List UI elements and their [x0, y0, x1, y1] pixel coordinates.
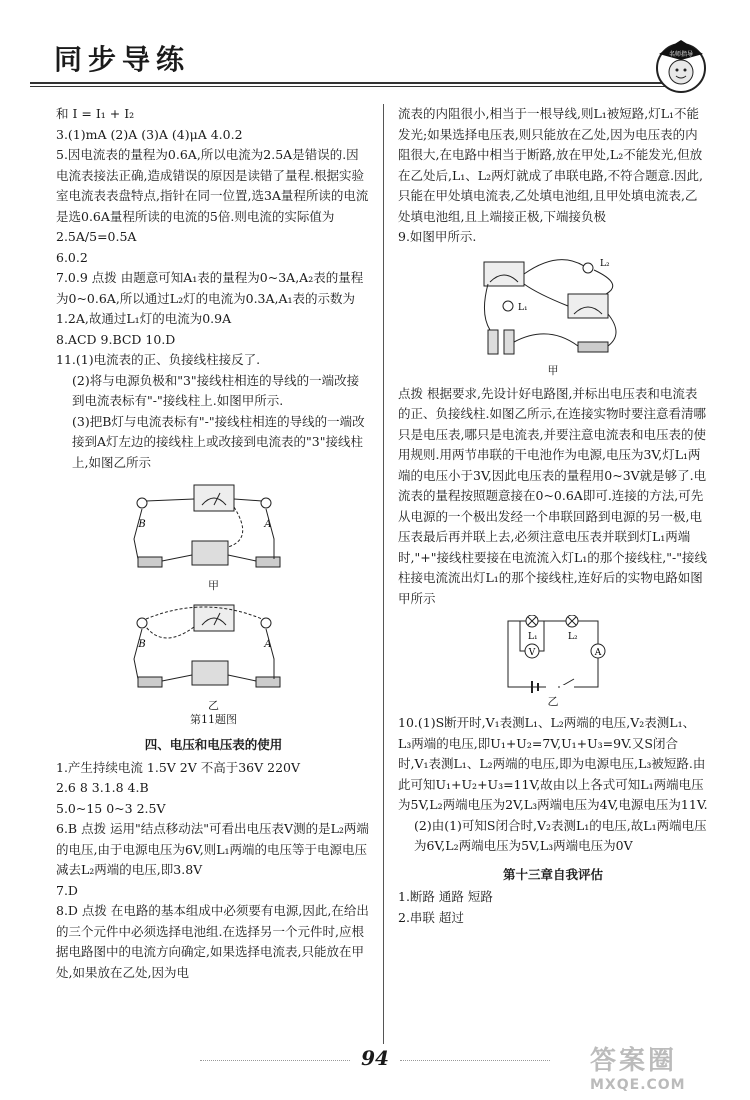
- battery-cell: [488, 330, 498, 354]
- switch-icon: [138, 557, 162, 567]
- switch-icon: [256, 557, 280, 567]
- answer-line: 10.(1)S断开时,V₁表测L₁、L₂两端的电压,V₂表测L₁、L₃两端的电压,即U₁+U₂=7V,U₁+U₃=9V.又S闭合时,V₁表测L₁、L₂两端的电压,即为电源电压,L₃被短路.由此可知U₁+U₂+U₃=11V,故由以上各式可知L₁两端电压为5V,L₂两端电压为2V,L₃两端电压为4V,电源电压为11V.: [398, 715, 708, 812]
- answer-line: 11.(1)电流表的正、负接线柱接反了.: [56, 352, 261, 367]
- answer-line: 8.D 点拨 在电路的基本组成中必须要有电源,因此,在给出的三个元件中必须选择电池组.在选择另一个元件时,应根据电路图中的电流方向确定,如果选择电流表,只能放在甲处,如果放在乙处,因为电: [56, 903, 369, 980]
- circuit-figure-yi: [124, 599, 304, 699]
- lamp-b-icon: [137, 618, 147, 628]
- answer-line: 2.6 8 3.1.8 4.B: [56, 780, 149, 795]
- battery-cell: [504, 330, 514, 354]
- schematic-label: V: [528, 648, 536, 658]
- ammeter: [568, 294, 608, 318]
- answer-line: 3.(1)mA (2)A (3)A (4)μA 4.0.2: [56, 126, 243, 142]
- circuit-figure-9-jia: [478, 254, 628, 364]
- right-column: [398, 104, 708, 928]
- answer-line: 7.0.9 点拨 由题意可知A₁表的量程为0~3A,A₂表的量程为0~0.6A,所以通过L₂灯的电流为0.3A,A₁表的示数为1.2A,故通过L₁灯的电流为0.9A: [56, 270, 364, 326]
- header-title: 同步导练: [54, 43, 191, 76]
- answer-line: 1.断路 通路 短路: [398, 889, 493, 904]
- battery-pack: [192, 661, 228, 685]
- answer-line: 8.ACD 9.BCD 10.D: [56, 331, 176, 347]
- answer-line: 和 I = I₁ + I₂: [56, 106, 135, 121]
- watermark: [590, 1040, 740, 1096]
- lamp-label: A: [263, 639, 272, 650]
- switch-icon: [578, 342, 608, 352]
- answer-line: 6.0.2: [56, 249, 88, 265]
- lamp-l1-icon: [503, 301, 513, 311]
- figure-caption: 第11题图: [190, 713, 237, 726]
- answer-line: 5.0~15 0~3 2.5V: [56, 800, 166, 816]
- answer-line: 6.B 点拨 运用"结点移动法"可看出电压表V测的是L₂两端的电压,由于电源电压为6V,则L₁两端的电压等于电源电压减去L₂两端的电压,即3.8V: [56, 821, 369, 877]
- schematic-label: A: [594, 648, 602, 658]
- lamp-label: L₁: [518, 302, 528, 313]
- schematic-label: L₁: [528, 632, 538, 642]
- answer-line: 2.串联 超过: [398, 909, 464, 925]
- teacher-badge-logo: [645, 30, 717, 102]
- lamp-a-icon: [261, 618, 271, 628]
- lamp-label: B: [137, 519, 146, 530]
- header-rule-thin: [30, 86, 670, 87]
- circuit-figure-jia: [124, 479, 304, 579]
- logo-text: 名师指导: [668, 51, 694, 58]
- lamp-label: L₂: [600, 258, 610, 269]
- answer-note: 点拨 根据要求,先设计好电路图,并标出电压表和电流表的正、负接线柱.如图乙所示,在连接实物时要注意看清哪只是电压表,哪只是电流表,并要注意电流表和电压表的使用规则.用两节串联的干电池作为电源,电压为3V,灯L₁两端的电压小于3V,因此电压表的量程用0~3V就是够了.电流表的量程按照题意接在0~0.6A即可.连接的方法,可先从电源的一个极出发经一个串联回路到电源的另一极,电压表最后再并联上去,必须注意电压表并联到灯L₁两端时,"+"接线柱要接在电流流入灯L₁的那个接线柱,"-"接线柱接电流流出灯L₁的那个接线柱,连好后的实物电路如图甲所示: [398, 385, 707, 606]
- left-column: [56, 104, 371, 983]
- figure-label: 乙: [547, 695, 559, 708]
- answer-line: 1.产生持续电流 1.5V 2V 不高于36V 220V: [56, 759, 301, 775]
- answer-line: (2)将与电源负极和"3"接线柱相连的导线的一端改接到电流表标有"-"接线柱上.如图甲所示.: [72, 372, 360, 408]
- column-divider: [383, 104, 384, 1044]
- page-header: [30, 30, 720, 90]
- watermark-text: 答案圈: [590, 1046, 678, 1076]
- answer-line: 流表的内阻很小,相当于一根导线,则L₁被短路,灯L₁不能发光;如果选择电压表,则只能放在乙处,因为电压表的内阻很大,在电路中相当于断路,放在甲处,L₂不能发光,但放在乙处后,L₁、L₂两灯就成了串联电路,不符合题意.因此,只能在甲处填电流表,乙处填电池组,且甲处填电流表,乙处填电池组,且上端接正极,下端接负极: [398, 106, 704, 224]
- lamp-label: B: [137, 639, 146, 650]
- figure-label: 甲: [208, 579, 219, 592]
- page-number: 94: [361, 1046, 389, 1070]
- switch-icon: [138, 677, 162, 687]
- answer-line: (2)由(1)可知S闭合时,V₂表测L₁的电压,故L₁两端电压为6V,L₂两端电压为5V,L₃两端电压为0V: [414, 817, 707, 853]
- lamp-l2-icon: [583, 263, 593, 273]
- lamp-b-icon: [137, 498, 147, 508]
- section-title: 第十三章自我评估: [502, 866, 603, 882]
- voltmeter: [484, 262, 524, 286]
- battery-pack: [192, 541, 228, 565]
- header-rule: [30, 82, 670, 84]
- answer-line: (3)把B灯与电流表标有"-"接线柱相连的导线的一端改接到A灯左边的接线柱上或改接到电流表的"3"接线柱上,如图乙所示: [72, 413, 365, 470]
- lamp-label: A: [263, 519, 272, 530]
- answer-line: 7.D: [56, 882, 78, 898]
- watermark-url: MXQE.COM: [590, 1077, 686, 1093]
- lamp-a-icon: [261, 498, 271, 508]
- schematic-label: L₂: [568, 632, 578, 642]
- figure-label: 甲: [547, 363, 559, 377]
- figure-label: 乙: [208, 699, 219, 712]
- answer-line: 5.因电流表的量程为0.6A,所以电流为2.5A是错误的.因电流表接法正确,造成错误的原因是读错了量程.根据实验室电流表表盘特点,指针在同一位置,选3A量程所读的电流是选0.6A量程所读的电流的5倍.则电流的实际值为2.5A/5=0.5A: [56, 147, 369, 244]
- switch-icon: [256, 677, 280, 687]
- answer-line: 9.如图甲所示.: [398, 229, 477, 244]
- section-title: 四、电压和电压表的使用: [144, 737, 283, 752]
- schematic-figure-yi: [498, 615, 608, 695]
